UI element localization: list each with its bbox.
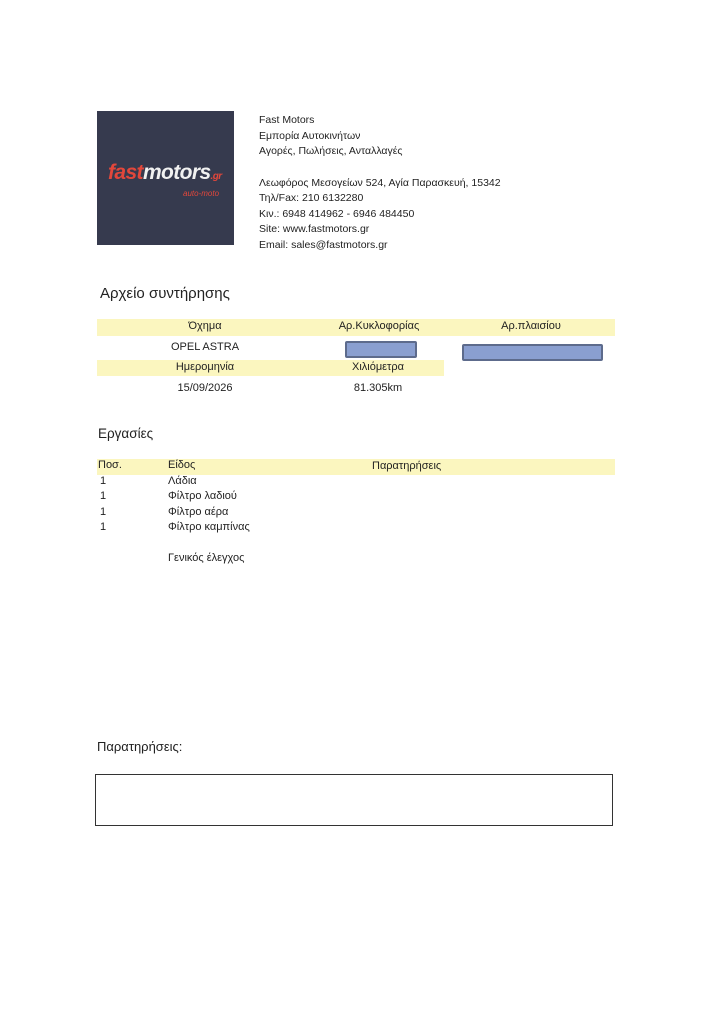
- odometer-km: 81.305km: [353, 382, 403, 394]
- header-plate: Αρ.Κυκλοφορίας: [338, 320, 420, 332]
- header-vehicle: Όχημα: [188, 320, 222, 332]
- row-2-qty: 1: [100, 490, 107, 502]
- service-date: 15/09/2026: [177, 382, 233, 394]
- row-3-qty: 1: [100, 506, 107, 518]
- company-site: Site: www.fastmotors.gr: [259, 223, 370, 235]
- header-date: Ημερομηνία: [175, 361, 235, 373]
- notes-box[interactable]: [95, 774, 613, 826]
- row-1-qty: 1: [100, 475, 107, 487]
- row-4-qty: 1: [100, 521, 107, 533]
- works-title: Εργασίες: [98, 426, 154, 441]
- chassis-redaction: [462, 344, 603, 361]
- company-logo: [97, 111, 234, 245]
- row-4-item: Φίλτρο καμπίνας: [168, 521, 250, 533]
- row-2-item: Φίλτρο λαδιού: [168, 490, 237, 502]
- general-check: Γενικός έλεγχος: [168, 552, 245, 564]
- row-1-item: Λάδια: [168, 475, 197, 487]
- company-info: [259, 113, 501, 253]
- document-title: Αρχείο συντήρησης: [100, 285, 230, 302]
- logo-wordmark: fastmotors.gr: [108, 161, 222, 184]
- plate-redaction: [345, 341, 417, 358]
- company-phone: Τηλ/Fax: 210 6132280: [259, 192, 364, 204]
- header-item: Είδος: [168, 459, 196, 471]
- company-address: Λεωφόρος Μεσογείων 524, Αγία Παρασκευή, 15342: [259, 176, 501, 189]
- header-chassis: Αρ.πλαισίου: [501, 320, 561, 332]
- header-qty: Ποσ.: [98, 459, 122, 471]
- company-name: Fast Motors: [259, 114, 315, 126]
- company-line-2: Αγορές, Πωλήσεις, Ανταλλαγές: [259, 145, 403, 157]
- vehicle-model: OPEL ASTRA: [170, 341, 240, 353]
- header-notes: Παρατηρήσεις: [372, 460, 442, 472]
- company-email: Email: sales@fastmotors.gr: [259, 238, 388, 251]
- logo-tagline: auto-moto: [183, 189, 220, 198]
- row-3-item: Φίλτρο αέρα: [168, 506, 229, 518]
- header-km: Χιλιόμετρα: [351, 361, 405, 373]
- company-mobile: Κιν.: 6948 414962 - 6946 484450: [259, 207, 415, 220]
- company-line-1: Εμπορία Αυτοκινήτων: [259, 129, 361, 142]
- notes-title: Παρατηρήσεις:: [97, 739, 183, 754]
